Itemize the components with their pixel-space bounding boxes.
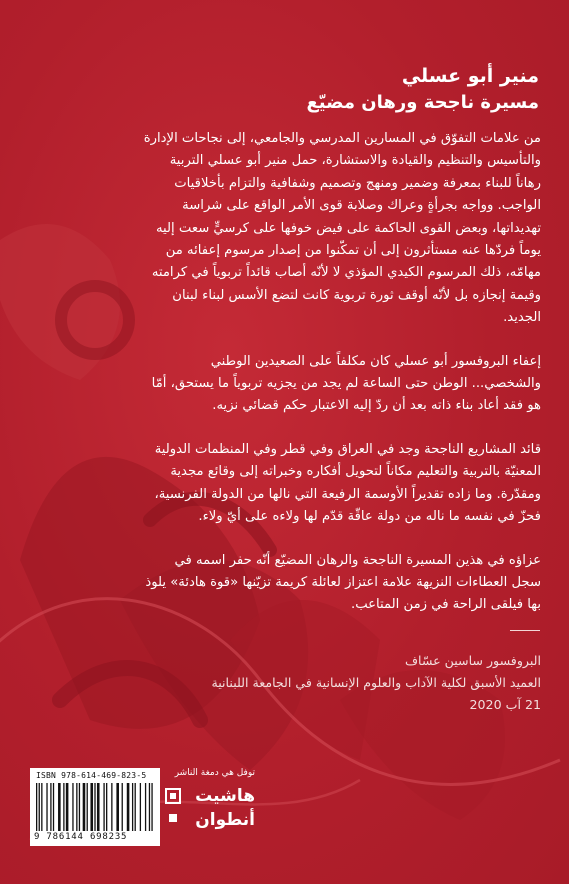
- barcode-bar: [127, 783, 130, 831]
- book-subtitle: مسيرة ناجحة ورهان مضيّع: [306, 92, 539, 113]
- barcode-bar: [111, 783, 112, 831]
- blurb-paragraph-3: قائد المشاريع الناجحة وجد في العراق وفي قطر وفي المنظمات الدولية المعنيّة بالتربية والتعليم مكاناً لتحويل أفكاره وخبراته إلى وقائع مجدية ومقدّرة. وما زاده تقديراً الأوسمة الرفيعة التي نالها من الدولة الفرنسية، فحزّ في نفسه ما ناله من دولة عاقّة قدّم لها ولاءه على أيّ ولاء.: [154, 441, 541, 525]
- barcode-bar: [132, 783, 133, 831]
- barcode-bar: [122, 783, 123, 831]
- barcode-bar: [46, 783, 47, 831]
- publisher-name-line2: أنطوان: [195, 810, 255, 830]
- ean-digits: 9 786144 698235: [34, 832, 128, 842]
- barcode-bar: [63, 783, 64, 831]
- barcode-bar: [50, 783, 51, 831]
- barcode-bar: [106, 783, 107, 831]
- barcode-bar: [135, 783, 136, 831]
- barcode-bar: [87, 783, 88, 831]
- signature-date: 21 آب 2020: [469, 697, 541, 712]
- barcode-bar: [149, 783, 150, 831]
- barcode-bar: [36, 783, 37, 831]
- barcode-bar: [145, 783, 146, 831]
- barcode-bar: [97, 783, 100, 831]
- barcode-bar: [39, 783, 40, 831]
- barcode-bar: [66, 783, 69, 831]
- barcode-panel: [30, 768, 160, 846]
- publisher-logo-icon: [165, 788, 181, 828]
- barcode-bar: [94, 783, 95, 831]
- barcode-bar: [58, 783, 61, 831]
- blurb-text: [141, 128, 541, 638]
- barcode-bar: [79, 783, 80, 831]
- blurb-paragraph-4: عزاؤه في هذين المسيرة الناجحة والرهان المضيّع أنّه حفر اسمه في سجل العطاءات النزيهة علامة اعتزاز لعائلة كريمة تزيّنها «قوة هادئة» يلوذ بها فيلقى الراحة في زمن المتاعب.: [145, 552, 541, 613]
- barcode-bar: [103, 783, 104, 831]
- blurb-paragraph-1: من علامات التفوّق في المسارين المدرسي والجامعي، إلى نجاحات الإدارة والتأسيس والتنظيم والقيادة والاستشارة، حمل منير أبو عسلي التربية رهاناً للبناء بمعرفة وضمير ومنهج وتصميم وشفافية والتزام بأخلاقيات الواجب. وواجه بجرأةٍ وعراك وصلابة قوى الأمر الواقع على شراسة تهديداتها، وبعض القوى الحاكمة على فيض خوفها على كرسيٍّ سعت إليه يوماً فردّها عنه مستأثرون إلى أن تمكّنوا من إصدار مرسوم إعفائه من مهامّه، ذلك المرسوم الكيدي المؤذي لا لأنّه أصاب قائداً تربوياً في كرامته وقيمة إنجازه بل لأنّه أوقف ثورة تربوية كانت لتضع الأسس لبناء لبنان الجديد.: [143, 131, 541, 326]
- signature-name: البروفسور ساسين عسّاف: [405, 653, 541, 668]
- title-block: [159, 62, 539, 116]
- signature-title: العميد الأسبق لكلية الآداب والعلوم الإنسانية في الجامعة اللبنانية: [211, 675, 541, 690]
- barcode-bar: [76, 783, 77, 831]
- isbn-label: ISBN 978-614-469-823-5: [36, 771, 147, 780]
- barcode-bar: [41, 783, 42, 831]
- author-name: منير أبو عسلي: [401, 65, 539, 87]
- publisher-note: توفل هي دمغة الناشر: [174, 768, 255, 778]
- barcode-bar: [151, 783, 152, 831]
- divider-line: [510, 630, 540, 631]
- barcode-bar: [116, 783, 119, 831]
- barcode-bar: [83, 783, 86, 831]
- publisher-block: [165, 768, 255, 848]
- barcode-bar: [72, 783, 73, 831]
- blurb-paragraph-2: إعفاء البروفسور أبو عسلي كان مكلفاً على الصعيدين الوطني والشخصي... الوطن حتى الساعة لم يجد من يجزيه تربوياً ما يستحق، أمّا هو فقد أعاد بناء ذاته بعد أن ردّ إليه الاعتبار حكم قضائي نزيه.: [151, 353, 541, 414]
- barcode-bar: [53, 783, 54, 831]
- barcode-icon: [36, 783, 154, 831]
- publisher-name-line1: هاشيت: [195, 786, 255, 806]
- barcode-bar: [140, 783, 141, 831]
- barcode-bar: [90, 783, 93, 831]
- signature-block: [161, 650, 541, 716]
